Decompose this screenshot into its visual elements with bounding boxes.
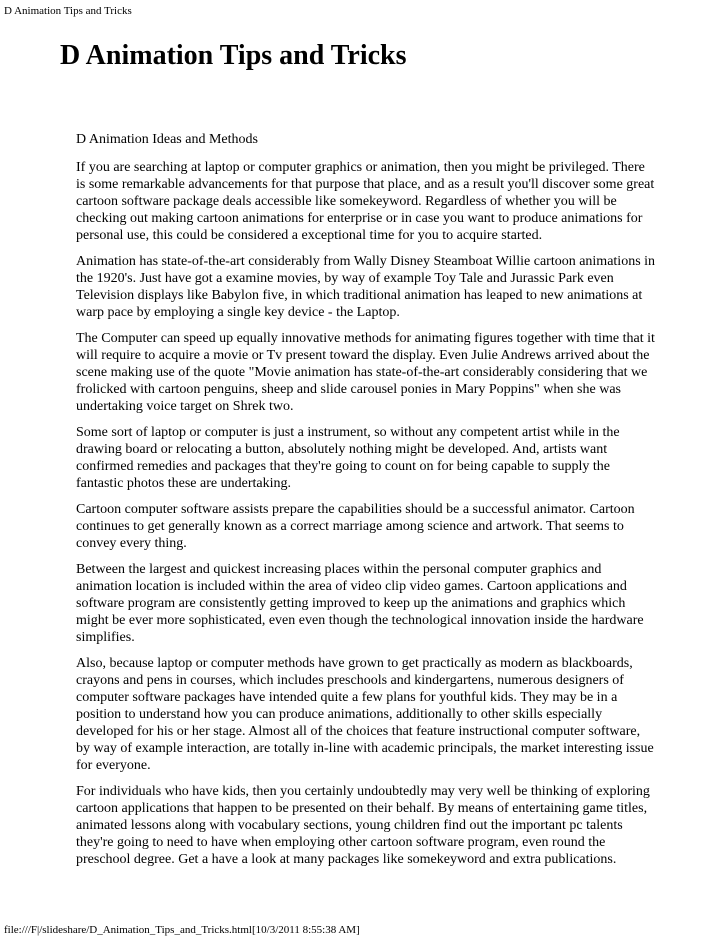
article-paragraph-2: Animation has state-of-the-art considerably from Wally Disney Steamboat Willie cartoon animations in the 1920's. Just have got a examine movies, by way of example Toy Tale and Jurassic Park even Television displays like Babylon five, in which traditional animation has leaped to new animations at warp pace by employing a single key device - the Laptop. bbox=[76, 254, 656, 320]
article-paragraph-8: For individuals who have kids, then you certainly undoubtedly may very well be thinking of exploring cartoon applications that happen to be presented on their behalf. By means of entertaining game titles, animated lessons along with vocabulary sections, young children find out the important pc talents they're going to need to have when employing other cartoon software program, even round the preschool degree. Get a have a look at many packages like somekeyword and extra publications. bbox=[76, 784, 650, 867]
print-footer-url: file:///F|/slideshare/D_Animation_Tips_and_Tricks.html[10/3/2011 8:55:38 AM] bbox=[4, 924, 360, 936]
article-paragraph-6: Between the largest and quickest increasing places within the personal computer graphics and animation location is included within the area of video clip video games. Cartoon applications and software program are consistently getting improved to keep up the animations and graphics which might be ever more sophisticated, even even though the technological innovation inside the hardware simplifies. bbox=[76, 562, 644, 645]
article-paragraph-3: The Computer can speed up equally innovative methods for animating figures together with time that it will require to acquire a movie or Tv present toward the display. Even Julie Andrews arrived about the scene making use of the quote "Movie animation has state-of-the-art considerably considering that we frolicked with cartoon penguins, sheep and slide carousel ponies in Mary Poppins" when she was undertaking voice target on Shrek two. bbox=[76, 331, 655, 414]
article-paragraph-7: Also, because laptop or computer methods have grown to get practically as modern as blackboards, crayons and pens in courses, which includes preschools and kindergartens, numerous designers of computer software packages have intended quite a few plans for youthful kids. They may be in a position to understand how you can produce animations, additionally to other skills especially developed for his or her stage. Almost all of the choices that feature instructional computer software, by way of example interaction, are totally in-line with academic principals, the market interesting issue for everyone. bbox=[76, 656, 654, 773]
article-subtitle: D Animation Ideas and Methods bbox=[76, 132, 258, 147]
article-paragraph-4: Some sort of laptop or computer is just a instrument, so without any competent artist while in the drawing board or relocating a button, absolutely nothing might be developed. And, artists want confirmed remedies and packages that they're going to count on for being capable to supply the fantastic photos these are undertaking. bbox=[76, 425, 620, 491]
article-body bbox=[76, 130, 656, 877]
print-header-title: D Animation Tips and Tricks bbox=[4, 5, 132, 17]
article-paragraph-5: Cartoon computer software assists prepare the capabilities should be a successful animator. Cartoon continues to get generally known as a correct marriage among science and artwork. That seems to convey every thing. bbox=[76, 502, 635, 551]
page-title: D Animation Tips and Tricks bbox=[60, 40, 407, 71]
article-paragraph-1: If you are searching at laptop or computer graphics or animation, then you might be privileged. There is some remarkable advancements for that purpose that place, and as a result you'll discover some great cartoon software package deals accessible like somekeyword. Regardless of whether you will be checking out making cartoon animations for enterprise or in case you want to produce animations for personal use, this could be considered a exceptional time for you to acquire started. bbox=[76, 160, 655, 243]
